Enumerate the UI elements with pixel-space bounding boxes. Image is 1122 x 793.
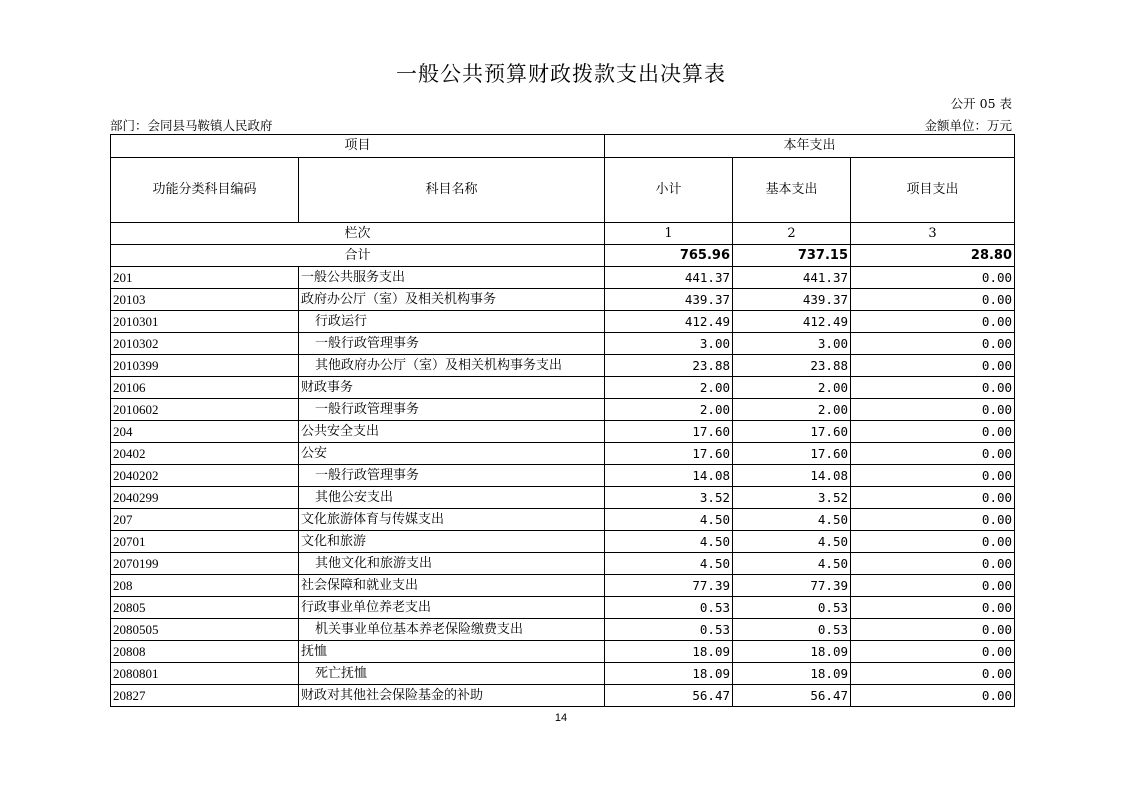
row-code: 201 (111, 267, 299, 289)
row-code: 20805 (111, 597, 299, 619)
row-code: 2010301 (111, 311, 299, 333)
row-basic: 56.47 (733, 685, 851, 707)
table-row (111, 487, 1015, 509)
row-subtotal: 23.88 (605, 355, 733, 377)
table-row (111, 553, 1015, 575)
row-basic: 17.60 (733, 443, 851, 465)
table-row (111, 465, 1015, 487)
row-subtotal: 441.37 (605, 267, 733, 289)
total-subtotal: 765.96 (605, 245, 733, 267)
header-project: 项目支出 (851, 158, 1015, 223)
header-basic: 基本支出 (733, 158, 851, 223)
row-project: 0.00 (851, 399, 1015, 421)
row-name: 死亡抚恤 (299, 663, 605, 685)
row-subtotal: 56.47 (605, 685, 733, 707)
table-row (111, 597, 1015, 619)
row-name: 财政事务 (299, 377, 605, 399)
total-project: 28.80 (851, 245, 1015, 267)
row-project: 0.00 (851, 641, 1015, 663)
row-name: 公共安全支出 (299, 421, 605, 443)
header-code: 功能分类科目编码 (111, 158, 299, 223)
header-row-1 (111, 135, 1015, 158)
row-project: 0.00 (851, 421, 1015, 443)
row-subtotal: 0.53 (605, 619, 733, 641)
row-code: 207 (111, 509, 299, 531)
table-row (111, 619, 1015, 641)
row-basic: 18.09 (733, 663, 851, 685)
table-row (111, 289, 1015, 311)
row-code: 2040299 (111, 487, 299, 509)
table-row (111, 267, 1015, 289)
row-subtotal: 412.49 (605, 311, 733, 333)
col-index-1: 1 (605, 223, 733, 245)
row-project: 0.00 (851, 597, 1015, 619)
table-row (111, 509, 1015, 531)
page-number: 14 (554, 712, 568, 724)
row-basic: 3.52 (733, 487, 851, 509)
row-project: 0.00 (851, 465, 1015, 487)
row-code: 20808 (111, 641, 299, 663)
row-code: 204 (111, 421, 299, 443)
row-code: 20402 (111, 443, 299, 465)
department-label: 部门：会同县马鞍镇人民政府 (110, 118, 273, 133)
row-basic: 18.09 (733, 641, 851, 663)
row-name: 政府办公厅（室）及相关机构事务 (299, 289, 605, 311)
row-subtotal: 439.37 (605, 289, 733, 311)
total-basic: 737.15 (733, 245, 851, 267)
row-name: 社会保障和就业支出 (299, 575, 605, 597)
row-project: 0.00 (851, 289, 1015, 311)
row-code: 20701 (111, 531, 299, 553)
row-project: 0.00 (851, 575, 1015, 597)
row-project: 0.00 (851, 487, 1015, 509)
row-basic: 14.08 (733, 465, 851, 487)
row-basic: 441.37 (733, 267, 851, 289)
row-code: 20103 (111, 289, 299, 311)
row-name: 其他文化和旅游支出 (299, 553, 605, 575)
row-name: 一般公共服务支出 (299, 267, 605, 289)
form-number: 公开 05 表 (950, 96, 1012, 111)
row-basic: 412.49 (733, 311, 851, 333)
row-name: 一般行政管理事务 (299, 399, 605, 421)
row-subtotal: 18.09 (605, 641, 733, 663)
table-row (111, 531, 1015, 553)
row-subtotal: 17.60 (605, 421, 733, 443)
table-row (111, 685, 1015, 707)
report-title: 一般公共预算财政拨款支出决算表 (396, 62, 726, 86)
row-code: 2010399 (111, 355, 299, 377)
header-name: 科目名称 (299, 158, 605, 223)
row-code: 20106 (111, 377, 299, 399)
row-code: 2070199 (111, 553, 299, 575)
row-basic: 4.50 (733, 553, 851, 575)
amount-unit-label: 金额单位：万元 (924, 118, 1012, 133)
header-subtotal: 小计 (605, 158, 733, 223)
col-index-3: 3 (851, 223, 1015, 245)
row-project: 0.00 (851, 311, 1015, 333)
row-subtotal: 3.00 (605, 333, 733, 355)
row-project: 0.00 (851, 531, 1015, 553)
row-name: 文化旅游体育与传媒支出 (299, 509, 605, 531)
table-row (111, 311, 1015, 333)
row-project: 0.00 (851, 443, 1015, 465)
total-label: 合计 (111, 245, 605, 267)
table-row (111, 421, 1015, 443)
row-project: 0.00 (851, 333, 1015, 355)
column-index-row (111, 223, 1015, 245)
table-row (111, 575, 1015, 597)
row-subtotal: 4.50 (605, 531, 733, 553)
row-basic: 2.00 (733, 399, 851, 421)
row-name: 行政运行 (299, 311, 605, 333)
table-row (111, 355, 1015, 377)
row-project: 0.00 (851, 377, 1015, 399)
row-basic: 77.39 (733, 575, 851, 597)
table-row (111, 399, 1015, 421)
row-name: 其他政府办公厅（室）及相关机构事务支出 (299, 355, 605, 377)
row-code: 208 (111, 575, 299, 597)
table-row (111, 663, 1015, 685)
expenditure-table (110, 134, 1015, 707)
table-row (111, 641, 1015, 663)
row-subtotal: 2.00 (605, 377, 733, 399)
row-name: 文化和旅游 (299, 531, 605, 553)
row-basic: 2.00 (733, 377, 851, 399)
row-name: 公安 (299, 443, 605, 465)
row-basic: 4.50 (733, 531, 851, 553)
row-subtotal: 18.09 (605, 663, 733, 685)
row-code: 2010302 (111, 333, 299, 355)
row-basic: 17.60 (733, 421, 851, 443)
row-project: 0.00 (851, 553, 1015, 575)
row-name: 一般行政管理事务 (299, 333, 605, 355)
row-name: 一般行政管理事务 (299, 465, 605, 487)
header-row-2 (111, 158, 1015, 223)
row-basic: 3.00 (733, 333, 851, 355)
row-basic: 0.53 (733, 619, 851, 641)
row-subtotal: 4.50 (605, 509, 733, 531)
row-project: 0.00 (851, 509, 1015, 531)
row-project: 0.00 (851, 663, 1015, 685)
table-row (111, 377, 1015, 399)
row-basic: 23.88 (733, 355, 851, 377)
row-project: 0.00 (851, 355, 1015, 377)
table-row (111, 333, 1015, 355)
row-subtotal: 4.50 (605, 553, 733, 575)
row-label: 栏次 (111, 223, 605, 245)
row-name: 财政对其他社会保险基金的补助 (299, 685, 605, 707)
row-name: 机关事业单位基本养老保险缴费支出 (299, 619, 605, 641)
row-name: 其他公安支出 (299, 487, 605, 509)
row-name: 抚恤 (299, 641, 605, 663)
row-project: 0.00 (851, 685, 1015, 707)
row-code: 2080505 (111, 619, 299, 641)
header-current-year: 本年支出 (605, 135, 1015, 158)
row-basic: 439.37 (733, 289, 851, 311)
row-project: 0.00 (851, 619, 1015, 641)
row-subtotal: 14.08 (605, 465, 733, 487)
total-row (111, 245, 1015, 267)
row-code: 2080801 (111, 663, 299, 685)
row-basic: 4.50 (733, 509, 851, 531)
table-row (111, 443, 1015, 465)
row-subtotal: 17.60 (605, 443, 733, 465)
row-subtotal: 3.52 (605, 487, 733, 509)
col-index-2: 2 (733, 223, 851, 245)
row-basic: 0.53 (733, 597, 851, 619)
header-item: 项目 (111, 135, 605, 158)
row-subtotal: 77.39 (605, 575, 733, 597)
row-subtotal: 0.53 (605, 597, 733, 619)
row-subtotal: 2.00 (605, 399, 733, 421)
row-code: 2010602 (111, 399, 299, 421)
row-code: 2040202 (111, 465, 299, 487)
row-project: 0.00 (851, 267, 1015, 289)
row-code: 20827 (111, 685, 299, 707)
row-name: 行政事业单位养老支出 (299, 597, 605, 619)
